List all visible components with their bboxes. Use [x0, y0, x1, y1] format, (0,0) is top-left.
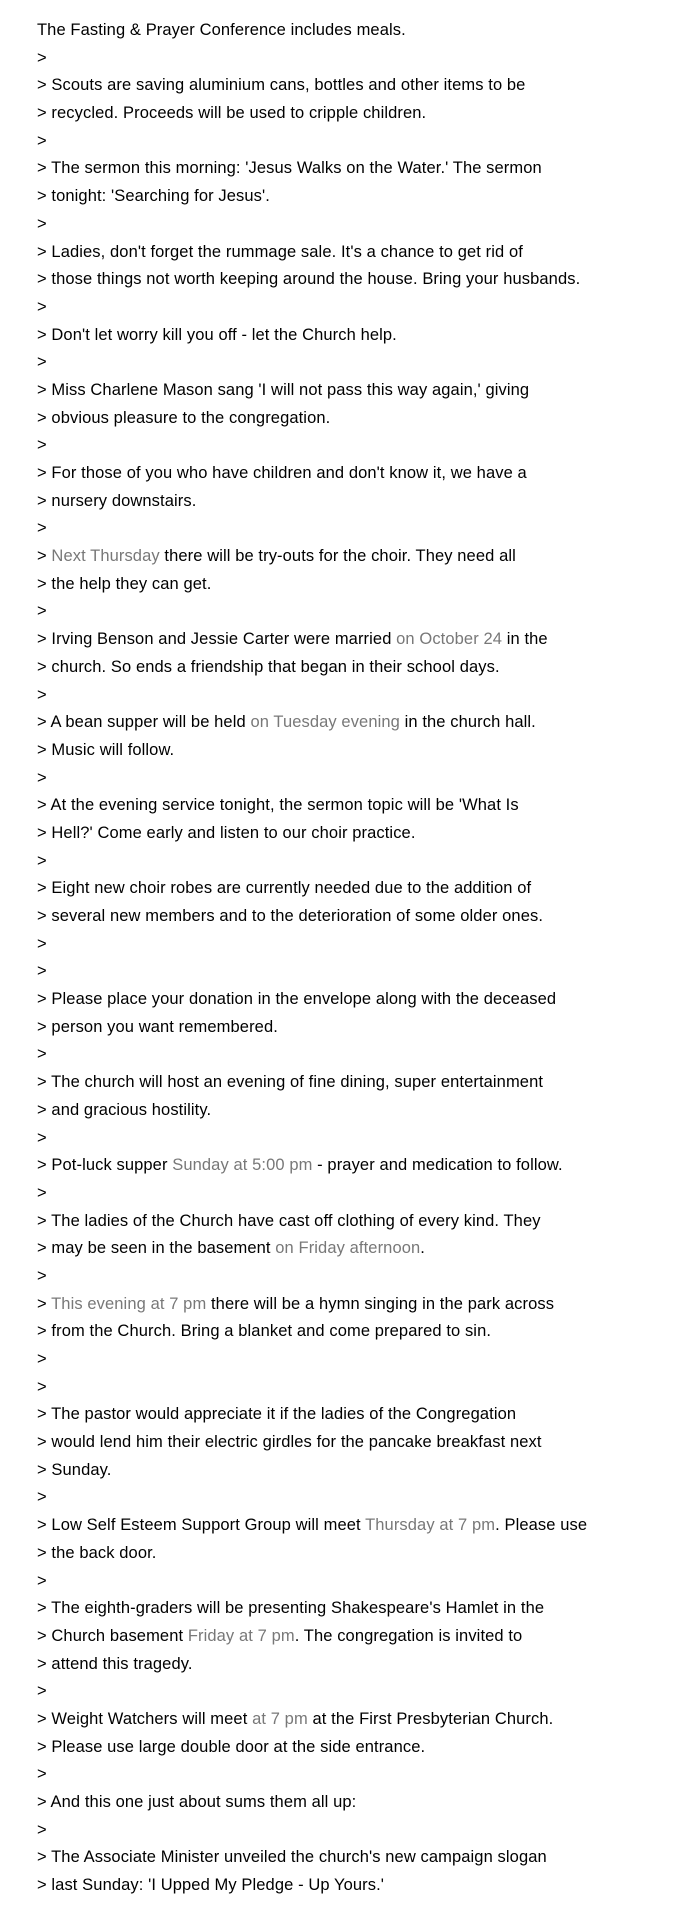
- message-line: [37, 128, 673, 156]
- message-line: [37, 1761, 673, 1789]
- message-line: [37, 820, 673, 848]
- message-text: > Irving Benson and Jessie Carter were married: [37, 630, 397, 649]
- message-line: [37, 1872, 673, 1900]
- date-detector-link[interactable]: This evening at 7 pm: [51, 1294, 207, 1313]
- message-line: [37, 1734, 673, 1762]
- message-text: > Miss Charlene Mason sang 'I will not pass this way again,' giving: [37, 380, 530, 399]
- message-text: >: [37, 48, 47, 67]
- message-line: [37, 1235, 673, 1263]
- message-text: >: [37, 1488, 47, 1507]
- message-text: > Church basement: [37, 1626, 188, 1645]
- message-line: [37, 792, 673, 820]
- message-text: > A bean supper will be held: [37, 713, 251, 732]
- message-text: >: [37, 962, 47, 981]
- message-text: >: [37, 1820, 47, 1839]
- message-line: [37, 1706, 673, 1734]
- message-line: [37, 1152, 673, 1180]
- message-line: [37, 1651, 673, 1679]
- message-text: > The Associate Minister unveiled the church's new campaign slogan: [37, 1848, 547, 1867]
- message-text: > Scouts are saving aluminium cans, bottles and other items to be: [37, 76, 526, 95]
- message-text: > last Sunday: 'I Upped My Pledge - Up Yours.': [37, 1876, 385, 1895]
- message-line: [37, 1457, 673, 1485]
- message-line: [37, 737, 673, 765]
- message-line: [37, 72, 673, 100]
- message-text: >: [37, 602, 47, 621]
- message-text: > the back door.: [37, 1543, 157, 1562]
- message-text: > person you want remembered.: [37, 1017, 278, 1036]
- message-text: > Weight Watchers will meet: [37, 1709, 253, 1728]
- message-line: [37, 986, 673, 1014]
- message-text: >: [37, 1045, 47, 1064]
- message-line: [37, 294, 673, 322]
- message-line: [37, 155, 673, 183]
- message-text: >: [37, 1682, 47, 1701]
- message-line: [37, 765, 673, 793]
- message-line: [37, 931, 673, 959]
- message-line: [37, 1401, 673, 1429]
- message-line: [37, 211, 673, 239]
- message-line: [37, 1208, 673, 1236]
- message-text: > Please place your donation in the envelope along with the deceased: [37, 990, 557, 1009]
- message-text: >: [37, 851, 47, 870]
- message-text: . The congregation is invited to: [294, 1626, 523, 1645]
- message-line: [37, 1263, 673, 1291]
- message-text: > attend this tragedy.: [37, 1654, 193, 1673]
- message-line: [37, 377, 673, 405]
- message-text: > The pastor would appreciate it if the ladies of the Congregation: [37, 1405, 517, 1424]
- message-line: [37, 239, 673, 267]
- message-text: >: [37, 1571, 47, 1590]
- message-line: [37, 460, 673, 488]
- message-line: [37, 1540, 673, 1568]
- message-line: [37, 1484, 673, 1512]
- message-text: > Music will follow.: [37, 740, 175, 759]
- message-text: > For those of you who have children and don't know it, we have a: [37, 464, 527, 482]
- message-text: > and gracious hostility.: [37, 1100, 212, 1119]
- message-line: [37, 515, 673, 543]
- message-line: [37, 1097, 673, 1125]
- message-text: >: [37, 1183, 47, 1202]
- message-text: > At the evening service tonight, the sermon topic will be 'What Is: [37, 796, 519, 815]
- message-text: >: [37, 297, 47, 316]
- message-text: . Please use: [495, 1516, 588, 1535]
- message-text: in the: [502, 630, 548, 649]
- message-text: there will be try-outs for the choir. They need all: [159, 547, 516, 566]
- date-detector-link[interactable]: Thursday at 7 pm: [365, 1516, 496, 1535]
- message-text: > Eight new choir robes are currently needed due to the addition of: [37, 879, 532, 898]
- date-detector-link[interactable]: on Friday afternoon: [275, 1239, 421, 1258]
- message-text: > several new members and to the deterioration of some older ones.: [37, 907, 543, 925]
- message-line: [37, 903, 673, 931]
- message-line: [37, 1069, 673, 1097]
- message-text: >: [37, 131, 47, 150]
- message-line: [37, 848, 673, 876]
- message-line: [37, 1318, 673, 1346]
- message-line: [37, 598, 673, 626]
- message-text: >: [37, 353, 47, 372]
- message-text: > from the Church. Bring a blanket and come prepared to sin.: [37, 1322, 492, 1341]
- message-text: > The ladies of the Church have cast off clothing of every kind. They: [37, 1211, 541, 1230]
- message-line: [37, 183, 673, 211]
- message-line: [37, 266, 673, 294]
- message-text: The Fasting & Prayer Conference includes meals.: [37, 21, 406, 39]
- message-line: [37, 17, 673, 45]
- message-text: >: [37, 1765, 47, 1784]
- date-detector-link[interactable]: on October 24: [396, 630, 503, 649]
- message-text: >: [37, 934, 47, 953]
- message-line: [37, 1568, 673, 1596]
- message-line: [37, 1789, 673, 1817]
- message-text: .: [420, 1239, 425, 1258]
- date-detector-link[interactable]: Sunday at 5:00 pm: [172, 1156, 313, 1175]
- message-text: >: [37, 436, 47, 455]
- message-line: [37, 1595, 673, 1623]
- message-text: > church. So ends a friendship that began in their school days.: [37, 657, 500, 676]
- message-text: > obvious pleasure to the congregation.: [37, 408, 331, 427]
- message-text: > may be seen in the basement: [37, 1239, 276, 1258]
- message-line: [37, 1678, 673, 1706]
- message-text: > Don't let worry kill you off - let the Church help.: [37, 325, 397, 344]
- message-line: [37, 349, 673, 377]
- message-text: >: [37, 1128, 47, 1147]
- message-text: - prayer and medication to follow.: [312, 1156, 563, 1175]
- message-line: [37, 322, 673, 350]
- message-line: [37, 875, 673, 903]
- message-line: [37, 654, 673, 682]
- message-line: [37, 432, 673, 460]
- message-text: >: [37, 1294, 52, 1313]
- message-text: >: [37, 1266, 47, 1285]
- message-text: > The eighth-graders will be presenting Shakespeare's Hamlet in the: [37, 1599, 545, 1618]
- message-text: at the First Presbyterian Church.: [307, 1709, 554, 1728]
- message-line: [37, 1014, 673, 1042]
- message-text: >: [37, 214, 47, 233]
- message-line: [37, 1041, 673, 1069]
- message-line: [37, 488, 673, 516]
- message-text: > would lend him their electric girdles for the pancake breakfast next: [37, 1433, 542, 1452]
- message-line: [37, 1346, 673, 1374]
- message-text: >: [37, 685, 47, 704]
- message-line: [37, 958, 673, 986]
- message-line: [37, 100, 673, 128]
- message-text: > the help they can get.: [37, 574, 212, 593]
- date-detector-link[interactable]: at 7 pm: [252, 1709, 308, 1728]
- message-line: [37, 543, 673, 571]
- message-text: > And this one just about sums them all up:: [37, 1793, 357, 1811]
- message-line: [37, 1180, 673, 1208]
- message-text: > tonight: 'Searching for Jesus'.: [37, 187, 270, 206]
- message-line: [37, 1512, 673, 1540]
- message-line: [37, 709, 673, 737]
- message-text: > those things not worth keeping around the house. Bring your husbands.: [37, 270, 581, 289]
- date-detector-link[interactable]: on Tuesday evening: [250, 713, 400, 732]
- date-detector-link[interactable]: Next Thursday: [51, 547, 160, 566]
- message-line: [37, 1817, 673, 1845]
- message-line: [37, 626, 673, 654]
- message-text: in the church hall.: [399, 713, 536, 732]
- message-text: > Hell?' Come early and listen to our choir practice.: [37, 823, 416, 842]
- message-text: > nursery downstairs.: [37, 491, 197, 510]
- message-line: [37, 1291, 673, 1319]
- message-text: > Low Self Esteem Support Group will meet: [37, 1516, 366, 1535]
- message-text: > Sunday.: [37, 1460, 112, 1479]
- message-text: there will be a hymn singing in the park across: [206, 1294, 555, 1313]
- message-line: [37, 1623, 673, 1651]
- message-text: >: [37, 768, 47, 787]
- message-text: > Ladies, don't forget the rummage sale. It's a chance to get rid of: [37, 242, 523, 261]
- message-text: >: [37, 1377, 47, 1396]
- message-line: [37, 1429, 673, 1457]
- message-text: >: [37, 547, 52, 566]
- date-detector-link[interactable]: Friday at 7 pm: [187, 1626, 295, 1645]
- message-line: [37, 682, 673, 710]
- message-line: [37, 571, 673, 599]
- message-text: > recycled. Proceeds will be used to cripple children.: [37, 104, 427, 123]
- message-text: >: [37, 519, 47, 538]
- message-text: >: [37, 1350, 47, 1368]
- message-line: [37, 1125, 673, 1153]
- message-text: > The sermon this morning: 'Jesus Walks on the Water.' The sermon: [37, 159, 542, 178]
- message-line: [37, 1844, 673, 1872]
- message-line: [37, 45, 673, 73]
- message-line: [37, 1374, 673, 1402]
- message-text: > The church will host an evening of fine dining, super entertainment: [37, 1073, 544, 1092]
- message-line: [37, 405, 673, 433]
- message-text: > Pot-luck supper: [37, 1156, 173, 1175]
- message-text: > Please use large double door at the side entrance.: [37, 1737, 426, 1756]
